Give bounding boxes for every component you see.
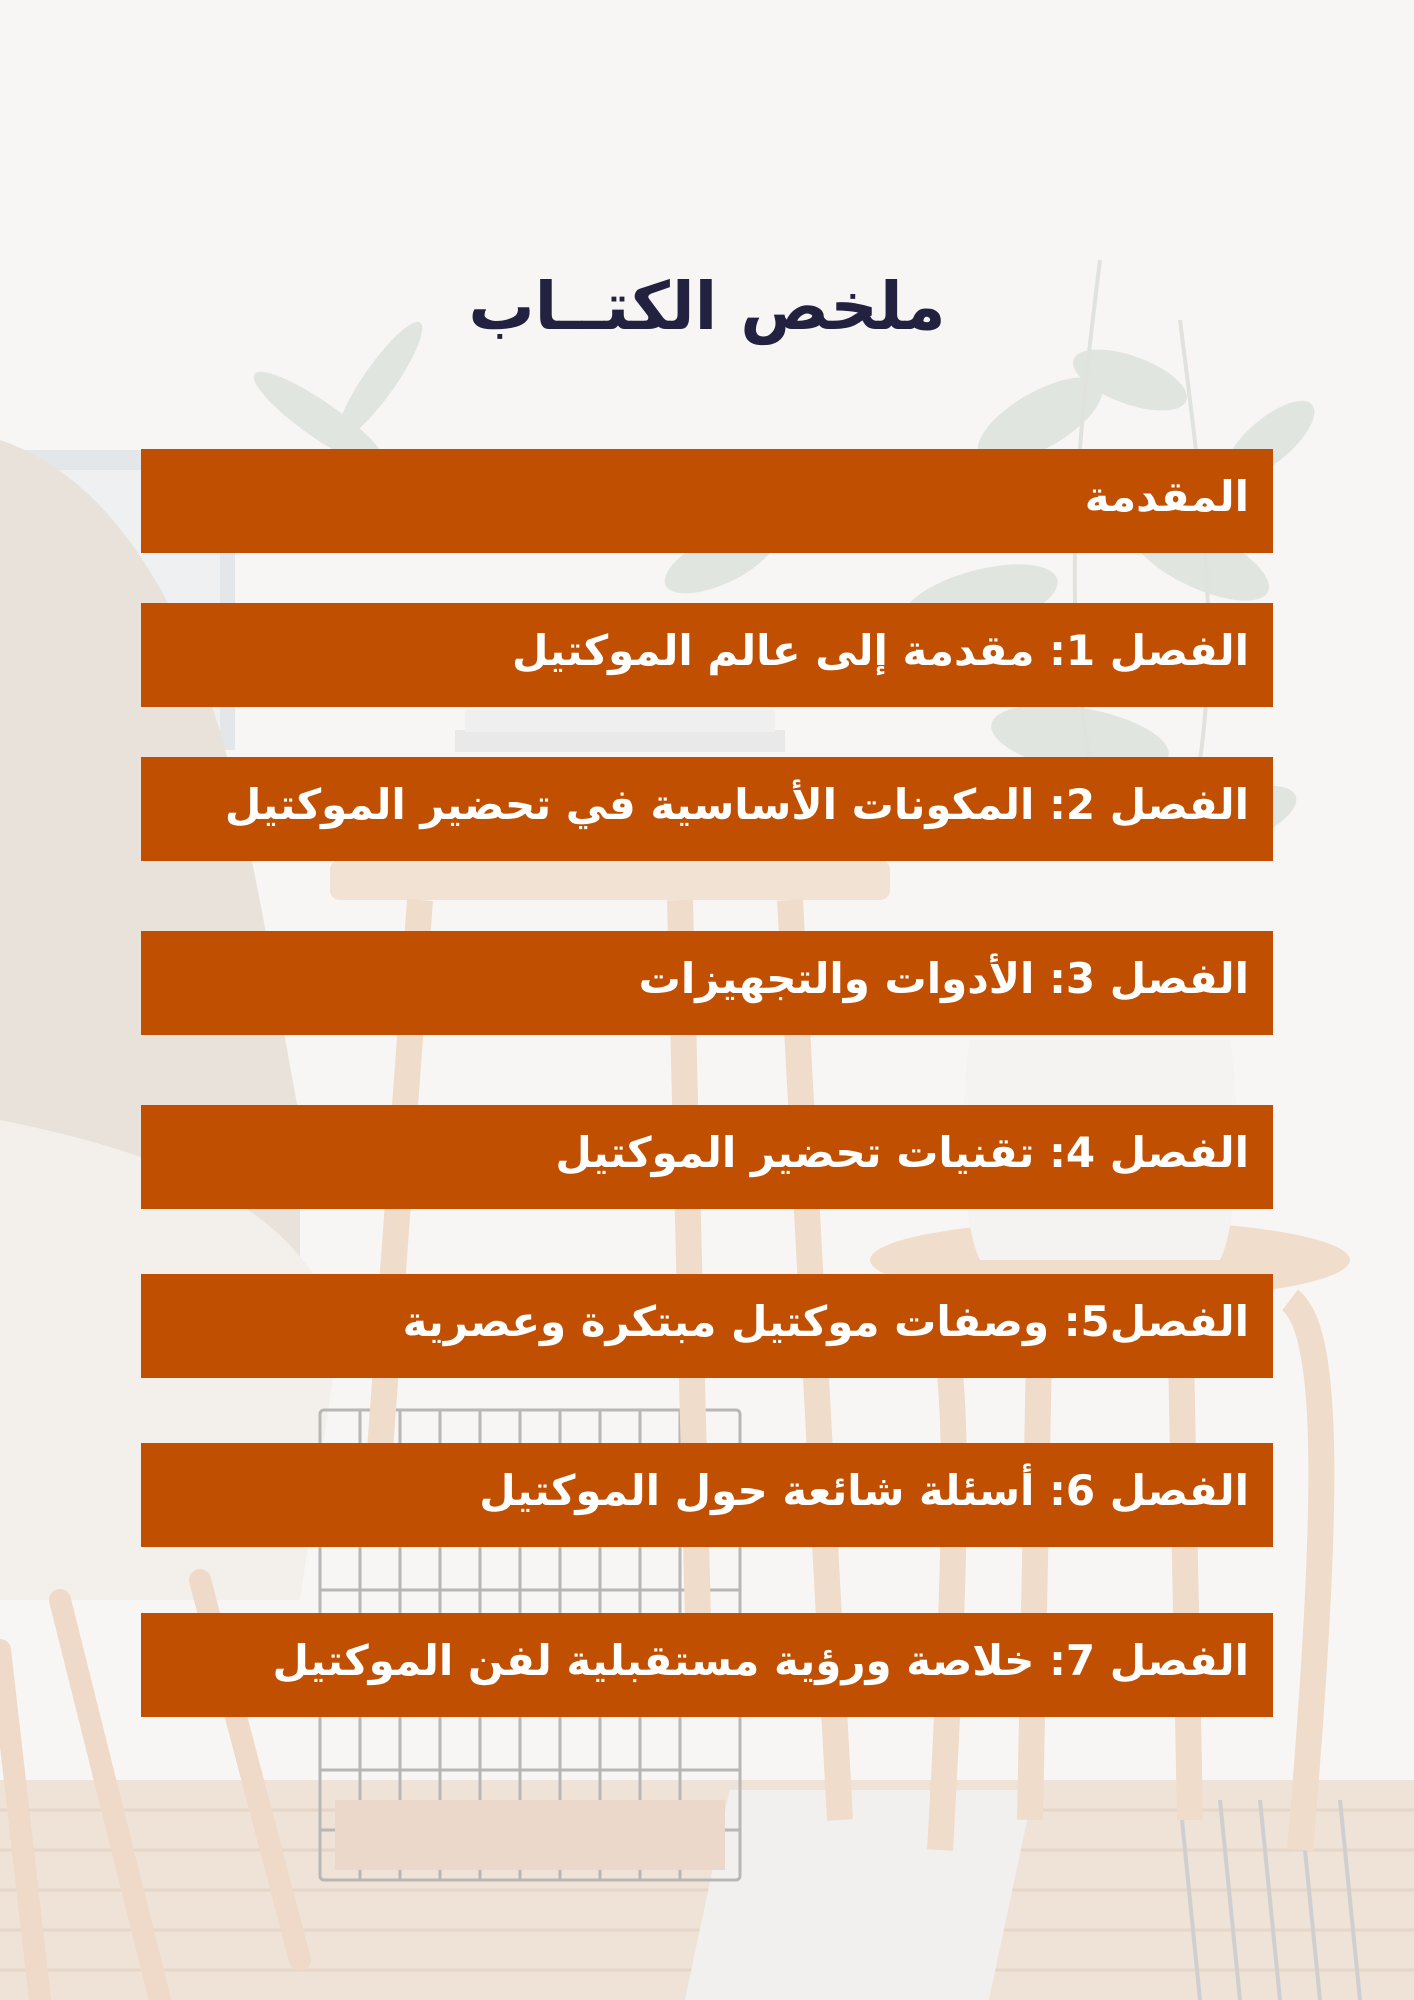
toc-item-introduction[interactable] [141,449,1273,553]
toc-item-label: الفصل5: وصفات موكتيل مبتكرة وعصرية [402,1297,1249,1346]
toc-item-label: الفصل 3: الأدوات والتجهيزات [638,954,1249,1003]
toc-item-label: الفصل 4: تقنيات تحضير الموكتيل [555,1128,1249,1177]
table-of-contents [141,0,1273,2000]
toc-item-label: الفصل 7: خلاصة ورؤية مستقبلية لفن الموكتيل [272,1636,1249,1685]
toc-item-label: الفصل 2: المكونات الأساسية في تحضير الموكتيل [224,780,1249,829]
toc-item-label: الفصل 6: أسئلة شائعة حول الموكتيل [479,1466,1249,1515]
toc-item-chapter-6[interactable] [141,1443,1273,1547]
toc-item-chapter-2[interactable] [141,757,1273,861]
toc-item-chapter-4[interactable] [141,1105,1273,1209]
toc-item-chapter-5[interactable] [141,1274,1273,1378]
toc-item-label: المقدمة [1084,472,1249,521]
toc-item-chapter-7[interactable] [141,1613,1273,1717]
page-title: ملخص الكتــاب [468,268,946,345]
toc-item-label: الفصل 1: مقدمة إلى عالم الموكتيل [511,626,1249,675]
toc-item-chapter-3[interactable] [141,931,1273,1035]
toc-item-chapter-1[interactable] [141,603,1273,707]
